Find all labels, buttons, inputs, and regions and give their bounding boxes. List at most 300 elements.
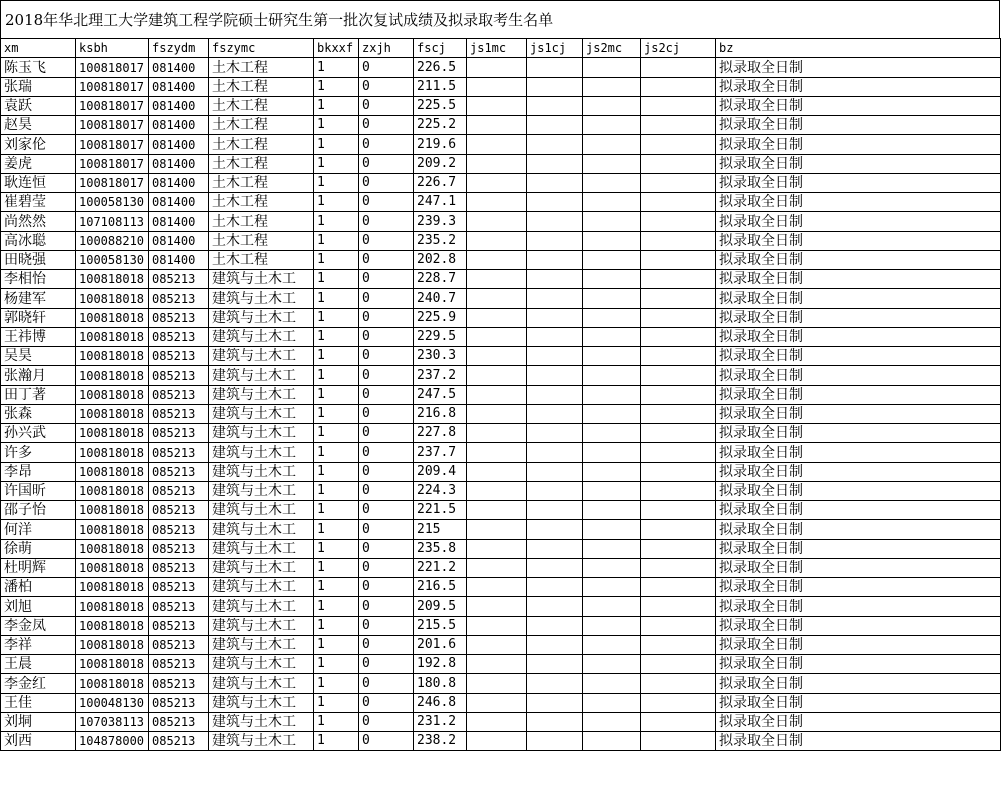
table-row bbox=[1, 481, 1001, 500]
cell-fszymc: 建筑与土木工 bbox=[209, 443, 314, 462]
cell-zxjh: 0 bbox=[359, 501, 414, 520]
cell-zxjh: 0 bbox=[359, 116, 414, 135]
cell-xm: 赵昊 bbox=[1, 116, 76, 135]
cell-xm: 孙兴武 bbox=[1, 424, 76, 443]
cell-fszydm: 081400 bbox=[149, 212, 209, 231]
cell-js2mc bbox=[583, 693, 641, 712]
table-row bbox=[1, 443, 1001, 462]
cell-js2mc bbox=[583, 674, 641, 693]
cell-js2cj bbox=[641, 693, 716, 712]
cell-js1mc bbox=[467, 270, 527, 289]
cell-js1mc bbox=[467, 712, 527, 731]
cell-js1cj bbox=[527, 231, 583, 250]
cell-js2cj bbox=[641, 404, 716, 423]
cell-ksbh: 100818018 bbox=[76, 424, 149, 443]
table-row bbox=[1, 366, 1001, 385]
cell-fszydm: 081400 bbox=[149, 231, 209, 250]
cell-js2cj bbox=[641, 635, 716, 654]
cell-js1mc bbox=[467, 193, 527, 212]
cell-zxjh: 0 bbox=[359, 674, 414, 693]
cell-bz: 拟录取全日制 bbox=[716, 231, 1001, 250]
cell-fscj: 226.5 bbox=[414, 58, 467, 77]
cell-js2cj bbox=[641, 539, 716, 558]
cell-fscj: 211.5 bbox=[414, 77, 467, 96]
cell-fscj: 209.5 bbox=[414, 597, 467, 616]
cell-js1cj bbox=[527, 481, 583, 500]
cell-js1cj bbox=[527, 404, 583, 423]
cell-js2cj bbox=[641, 231, 716, 250]
cell-xm: 耿连恒 bbox=[1, 173, 76, 192]
cell-bz: 拟录取全日制 bbox=[716, 501, 1001, 520]
cell-js2cj bbox=[641, 712, 716, 731]
cell-fscj: 228.7 bbox=[414, 270, 467, 289]
table-row bbox=[1, 693, 1001, 712]
cell-fscj: 215 bbox=[414, 520, 467, 539]
table-row bbox=[1, 116, 1001, 135]
cell-bkxxf: 1 bbox=[314, 481, 359, 500]
cell-fszymc: 土木工程 bbox=[209, 231, 314, 250]
cell-js2cj bbox=[641, 289, 716, 308]
results-table bbox=[0, 38, 1001, 751]
cell-js2mc bbox=[583, 712, 641, 731]
cell-js1mc bbox=[467, 558, 527, 577]
cell-bz: 拟录取全日制 bbox=[716, 96, 1001, 115]
cell-zxjh: 0 bbox=[359, 231, 414, 250]
cell-bkxxf: 1 bbox=[314, 116, 359, 135]
cell-ksbh: 100818018 bbox=[76, 558, 149, 577]
cell-js2mc bbox=[583, 173, 641, 192]
cell-xm: 杜明辉 bbox=[1, 558, 76, 577]
cell-xm: 潘柏 bbox=[1, 578, 76, 597]
cell-zxjh: 0 bbox=[359, 578, 414, 597]
cell-js1cj bbox=[527, 674, 583, 693]
cell-bz: 拟录取全日制 bbox=[716, 327, 1001, 346]
cell-js2cj bbox=[641, 558, 716, 577]
header-cell-bz: bz bbox=[716, 39, 1001, 58]
cell-js2mc bbox=[583, 404, 641, 423]
cell-js1cj bbox=[527, 270, 583, 289]
table-row bbox=[1, 347, 1001, 366]
cell-fszymc: 土木工程 bbox=[209, 116, 314, 135]
header-row bbox=[1, 39, 1001, 58]
cell-js2cj bbox=[641, 96, 716, 115]
cell-zxjh: 0 bbox=[359, 270, 414, 289]
cell-ksbh: 100818017 bbox=[76, 58, 149, 77]
cell-js1cj bbox=[527, 539, 583, 558]
cell-fszydm: 085213 bbox=[149, 558, 209, 577]
cell-fszydm: 081400 bbox=[149, 193, 209, 212]
header-cell-js2mc: js2mc bbox=[583, 39, 641, 58]
cell-js1mc bbox=[467, 655, 527, 674]
cell-xm: 李祥 bbox=[1, 635, 76, 654]
cell-bz: 拟录取全日制 bbox=[716, 308, 1001, 327]
cell-js1cj bbox=[527, 173, 583, 192]
cell-ksbh: 100818018 bbox=[76, 674, 149, 693]
cell-js2mc bbox=[583, 347, 641, 366]
table-row bbox=[1, 578, 1001, 597]
table-row bbox=[1, 732, 1001, 751]
cell-fszymc: 土木工程 bbox=[209, 193, 314, 212]
cell-js2cj bbox=[641, 520, 716, 539]
table-row bbox=[1, 462, 1001, 481]
cell-fscj: 209.4 bbox=[414, 462, 467, 481]
cell-xm: 李金红 bbox=[1, 674, 76, 693]
cell-js1cj bbox=[527, 116, 583, 135]
cell-js1cj bbox=[527, 96, 583, 115]
cell-xm: 王祎博 bbox=[1, 327, 76, 346]
cell-xm: 刘家伦 bbox=[1, 135, 76, 154]
cell-js2mc bbox=[583, 58, 641, 77]
cell-ksbh: 100818018 bbox=[76, 655, 149, 674]
cell-js1cj bbox=[527, 212, 583, 231]
cell-ksbh: 100818018 bbox=[76, 443, 149, 462]
cell-bz: 拟录取全日制 bbox=[716, 193, 1001, 212]
cell-fszymc: 建筑与土木工 bbox=[209, 635, 314, 654]
cell-zxjh: 0 bbox=[359, 327, 414, 346]
cell-js1mc bbox=[467, 424, 527, 443]
cell-xm: 许多 bbox=[1, 443, 76, 462]
cell-fszymc: 建筑与土木工 bbox=[209, 385, 314, 404]
cell-fscj: 227.8 bbox=[414, 424, 467, 443]
cell-bkxxf: 1 bbox=[314, 693, 359, 712]
cell-bkxxf: 1 bbox=[314, 154, 359, 173]
cell-bz: 拟录取全日制 bbox=[716, 539, 1001, 558]
cell-fszydm: 085213 bbox=[149, 462, 209, 481]
cell-fszydm: 085213 bbox=[149, 674, 209, 693]
cell-js1cj bbox=[527, 289, 583, 308]
cell-fszymc: 建筑与土木工 bbox=[209, 327, 314, 346]
cell-bz: 拟录取全日制 bbox=[716, 578, 1001, 597]
cell-fszydm: 085213 bbox=[149, 443, 209, 462]
cell-fscj: 225.2 bbox=[414, 116, 467, 135]
cell-fszymc: 建筑与土木工 bbox=[209, 481, 314, 500]
cell-bkxxf: 1 bbox=[314, 655, 359, 674]
cell-ksbh: 100818017 bbox=[76, 154, 149, 173]
cell-fszydm: 081400 bbox=[149, 58, 209, 77]
table-row bbox=[1, 385, 1001, 404]
table-row bbox=[1, 173, 1001, 192]
cell-fszydm: 081400 bbox=[149, 250, 209, 269]
table-row bbox=[1, 674, 1001, 693]
cell-js2cj bbox=[641, 597, 716, 616]
table-row bbox=[1, 289, 1001, 308]
cell-bkxxf: 1 bbox=[314, 385, 359, 404]
cell-js1mc bbox=[467, 366, 527, 385]
cell-bz: 拟录取全日制 bbox=[716, 58, 1001, 77]
cell-js2cj bbox=[641, 173, 716, 192]
cell-js1mc bbox=[467, 77, 527, 96]
cell-fszymc: 土木工程 bbox=[209, 58, 314, 77]
sheet-title: 2018年华北理工大学建筑工程学院硕士研究生第一批次复试成绩及拟录取考生名单 bbox=[0, 0, 1000, 38]
cell-xm: 许国昕 bbox=[1, 481, 76, 500]
cell-fscj: 192.8 bbox=[414, 655, 467, 674]
cell-zxjh: 0 bbox=[359, 366, 414, 385]
cell-bkxxf: 1 bbox=[314, 578, 359, 597]
cell-js1cj bbox=[527, 597, 583, 616]
cell-fszydm: 085213 bbox=[149, 481, 209, 500]
table-row bbox=[1, 58, 1001, 77]
table-row bbox=[1, 539, 1001, 558]
cell-zxjh: 0 bbox=[359, 481, 414, 500]
cell-bkxxf: 1 bbox=[314, 501, 359, 520]
cell-fszydm: 085213 bbox=[149, 404, 209, 423]
header-cell-fszymc: fszymc bbox=[209, 39, 314, 58]
cell-ksbh: 100818018 bbox=[76, 616, 149, 635]
cell-fscj: 225.5 bbox=[414, 96, 467, 115]
cell-fszydm: 085213 bbox=[149, 693, 209, 712]
cell-fszymc: 建筑与土木工 bbox=[209, 289, 314, 308]
cell-bkxxf: 1 bbox=[314, 635, 359, 654]
cell-xm: 徐萌 bbox=[1, 539, 76, 558]
cell-xm: 刘垌 bbox=[1, 712, 76, 731]
cell-bkxxf: 1 bbox=[314, 289, 359, 308]
cell-js1cj bbox=[527, 58, 583, 77]
cell-xm: 王晨 bbox=[1, 655, 76, 674]
cell-xm: 李昂 bbox=[1, 462, 76, 481]
cell-js1cj bbox=[527, 462, 583, 481]
cell-bkxxf: 1 bbox=[314, 558, 359, 577]
table-row bbox=[1, 231, 1001, 250]
cell-fscj: 235.8 bbox=[414, 539, 467, 558]
cell-fscj: 202.8 bbox=[414, 250, 467, 269]
cell-bkxxf: 1 bbox=[314, 520, 359, 539]
cell-js1cj bbox=[527, 327, 583, 346]
cell-bz: 拟录取全日制 bbox=[716, 655, 1001, 674]
cell-fszymc: 建筑与土木工 bbox=[209, 712, 314, 731]
cell-fszymc: 建筑与土木工 bbox=[209, 597, 314, 616]
cell-fscj: 238.2 bbox=[414, 732, 467, 751]
cell-js2cj bbox=[641, 193, 716, 212]
cell-js1cj bbox=[527, 501, 583, 520]
cell-js1mc bbox=[467, 539, 527, 558]
cell-js2cj bbox=[641, 308, 716, 327]
cell-bz: 拟录取全日制 bbox=[716, 674, 1001, 693]
cell-xm: 李金凤 bbox=[1, 616, 76, 635]
cell-fszydm: 085213 bbox=[149, 732, 209, 751]
cell-js2cj bbox=[641, 116, 716, 135]
cell-js2mc bbox=[583, 270, 641, 289]
cell-fszymc: 土木工程 bbox=[209, 77, 314, 96]
cell-fscj: 221.5 bbox=[414, 501, 467, 520]
table-row bbox=[1, 327, 1001, 346]
cell-bz: 拟录取全日制 bbox=[716, 385, 1001, 404]
cell-fscj: 247.1 bbox=[414, 193, 467, 212]
cell-js2cj bbox=[641, 347, 716, 366]
cell-ksbh: 107038113 bbox=[76, 712, 149, 731]
cell-js1mc bbox=[467, 250, 527, 269]
cell-xm: 郭晓轩 bbox=[1, 308, 76, 327]
cell-bkxxf: 1 bbox=[314, 270, 359, 289]
cell-fszydm: 085213 bbox=[149, 712, 209, 731]
cell-fszymc: 建筑与土木工 bbox=[209, 655, 314, 674]
cell-bkxxf: 1 bbox=[314, 616, 359, 635]
table-row bbox=[1, 404, 1001, 423]
cell-zxjh: 0 bbox=[359, 77, 414, 96]
cell-fscj: 230.3 bbox=[414, 347, 467, 366]
cell-zxjh: 0 bbox=[359, 193, 414, 212]
table-row bbox=[1, 212, 1001, 231]
cell-xm: 邵子怡 bbox=[1, 501, 76, 520]
cell-xm: 尚然然 bbox=[1, 212, 76, 231]
cell-bz: 拟录取全日制 bbox=[716, 520, 1001, 539]
cell-bkxxf: 1 bbox=[314, 212, 359, 231]
cell-zxjh: 0 bbox=[359, 539, 414, 558]
header-cell-ksbh: ksbh bbox=[76, 39, 149, 58]
cell-js1cj bbox=[527, 193, 583, 212]
cell-zxjh: 0 bbox=[359, 712, 414, 731]
cell-ksbh: 104878000 bbox=[76, 732, 149, 751]
cell-fszymc: 土木工程 bbox=[209, 96, 314, 115]
cell-fszydm: 085213 bbox=[149, 308, 209, 327]
cell-js1cj bbox=[527, 308, 583, 327]
table-row bbox=[1, 193, 1001, 212]
cell-fszydm: 085213 bbox=[149, 327, 209, 346]
cell-js1mc bbox=[467, 501, 527, 520]
cell-bkxxf: 1 bbox=[314, 96, 359, 115]
cell-fszydm: 081400 bbox=[149, 173, 209, 192]
cell-js2cj bbox=[641, 578, 716, 597]
cell-bkxxf: 1 bbox=[314, 366, 359, 385]
table-row bbox=[1, 558, 1001, 577]
cell-bz: 拟录取全日制 bbox=[716, 481, 1001, 500]
cell-fszydm: 085213 bbox=[149, 655, 209, 674]
cell-js1mc bbox=[467, 154, 527, 173]
cell-js1cj bbox=[527, 385, 583, 404]
cell-js2mc bbox=[583, 732, 641, 751]
cell-js1cj bbox=[527, 135, 583, 154]
cell-ksbh: 100818017 bbox=[76, 135, 149, 154]
cell-zxjh: 0 bbox=[359, 732, 414, 751]
header-cell-zxjh: zxjh bbox=[359, 39, 414, 58]
cell-js2mc bbox=[583, 539, 641, 558]
cell-js2mc bbox=[583, 193, 641, 212]
cell-fszydm: 085213 bbox=[149, 578, 209, 597]
cell-fszymc: 建筑与土木工 bbox=[209, 520, 314, 539]
cell-fszymc: 建筑与土木工 bbox=[209, 539, 314, 558]
cell-xm: 张森 bbox=[1, 404, 76, 423]
cell-bkxxf: 1 bbox=[314, 424, 359, 443]
cell-js1mc bbox=[467, 327, 527, 346]
cell-ksbh: 100818018 bbox=[76, 520, 149, 539]
cell-js2mc bbox=[583, 289, 641, 308]
cell-js2cj bbox=[641, 385, 716, 404]
cell-js1mc bbox=[467, 462, 527, 481]
cell-ksbh: 100058130 bbox=[76, 250, 149, 269]
cell-fszymc: 建筑与土木工 bbox=[209, 366, 314, 385]
cell-js1cj bbox=[527, 77, 583, 96]
cell-zxjh: 0 bbox=[359, 404, 414, 423]
cell-js2mc bbox=[583, 462, 641, 481]
cell-bz: 拟录取全日制 bbox=[716, 250, 1001, 269]
cell-ksbh: 100818017 bbox=[76, 77, 149, 96]
cell-xm: 崔碧莹 bbox=[1, 193, 76, 212]
cell-bkxxf: 1 bbox=[314, 443, 359, 462]
cell-js1cj bbox=[527, 732, 583, 751]
cell-js2cj bbox=[641, 732, 716, 751]
cell-js1mc bbox=[467, 347, 527, 366]
cell-js2mc bbox=[583, 635, 641, 654]
header-cell-bkxxf: bkxxf bbox=[314, 39, 359, 58]
cell-bz: 拟录取全日制 bbox=[716, 116, 1001, 135]
cell-js2cj bbox=[641, 327, 716, 346]
cell-zxjh: 0 bbox=[359, 58, 414, 77]
cell-fszymc: 建筑与土木工 bbox=[209, 462, 314, 481]
cell-js2cj bbox=[641, 481, 716, 500]
cell-js1cj bbox=[527, 712, 583, 731]
cell-ksbh: 100048130 bbox=[76, 693, 149, 712]
cell-zxjh: 0 bbox=[359, 597, 414, 616]
cell-bz: 拟录取全日制 bbox=[716, 558, 1001, 577]
cell-js1cj bbox=[527, 655, 583, 674]
cell-xm: 袁跃 bbox=[1, 96, 76, 115]
cell-fszydm: 085213 bbox=[149, 424, 209, 443]
cell-ksbh: 100818018 bbox=[76, 501, 149, 520]
cell-bkxxf: 1 bbox=[314, 674, 359, 693]
cell-fszydm: 081400 bbox=[149, 77, 209, 96]
cell-js1mc bbox=[467, 732, 527, 751]
cell-js2mc bbox=[583, 77, 641, 96]
cell-bkxxf: 1 bbox=[314, 712, 359, 731]
table-row bbox=[1, 135, 1001, 154]
cell-fscj: 225.9 bbox=[414, 308, 467, 327]
cell-bz: 拟录取全日制 bbox=[716, 77, 1001, 96]
cell-fscj: 219.6 bbox=[414, 135, 467, 154]
cell-js1mc bbox=[467, 58, 527, 77]
cell-js2cj bbox=[641, 366, 716, 385]
cell-bz: 拟录取全日制 bbox=[716, 289, 1001, 308]
cell-ksbh: 100088210 bbox=[76, 231, 149, 250]
cell-fszydm: 085213 bbox=[149, 635, 209, 654]
cell-bkxxf: 1 bbox=[314, 462, 359, 481]
cell-js1cj bbox=[527, 250, 583, 269]
cell-js1mc bbox=[467, 231, 527, 250]
cell-js2cj bbox=[641, 424, 716, 443]
table-row bbox=[1, 154, 1001, 173]
cell-fscj: 237.7 bbox=[414, 443, 467, 462]
cell-ksbh: 100818018 bbox=[76, 327, 149, 346]
cell-fscj: 239.3 bbox=[414, 212, 467, 231]
cell-js1mc bbox=[467, 116, 527, 135]
cell-zxjh: 0 bbox=[359, 462, 414, 481]
cell-fscj: 215.5 bbox=[414, 616, 467, 635]
cell-bkxxf: 1 bbox=[314, 231, 359, 250]
cell-zxjh: 0 bbox=[359, 173, 414, 192]
cell-ksbh: 100818018 bbox=[76, 578, 149, 597]
cell-js1cj bbox=[527, 616, 583, 635]
cell-fscj: 231.2 bbox=[414, 712, 467, 731]
cell-fscj: 221.2 bbox=[414, 558, 467, 577]
cell-fscj: 201.6 bbox=[414, 635, 467, 654]
cell-zxjh: 0 bbox=[359, 135, 414, 154]
table-row bbox=[1, 501, 1001, 520]
cell-bkxxf: 1 bbox=[314, 58, 359, 77]
cell-bz: 拟录取全日制 bbox=[716, 712, 1001, 731]
cell-bkxxf: 1 bbox=[314, 597, 359, 616]
cell-bz: 拟录取全日制 bbox=[716, 347, 1001, 366]
table-row bbox=[1, 250, 1001, 269]
cell-fszydm: 081400 bbox=[149, 154, 209, 173]
cell-zxjh: 0 bbox=[359, 616, 414, 635]
cell-ksbh: 100818018 bbox=[76, 481, 149, 500]
cell-js2mc bbox=[583, 327, 641, 346]
cell-js2mc bbox=[583, 424, 641, 443]
cell-js1mc bbox=[467, 597, 527, 616]
cell-ksbh: 100818018 bbox=[76, 385, 149, 404]
table-row bbox=[1, 308, 1001, 327]
cell-js2cj bbox=[641, 655, 716, 674]
cell-js1mc bbox=[467, 289, 527, 308]
cell-js2mc bbox=[583, 308, 641, 327]
